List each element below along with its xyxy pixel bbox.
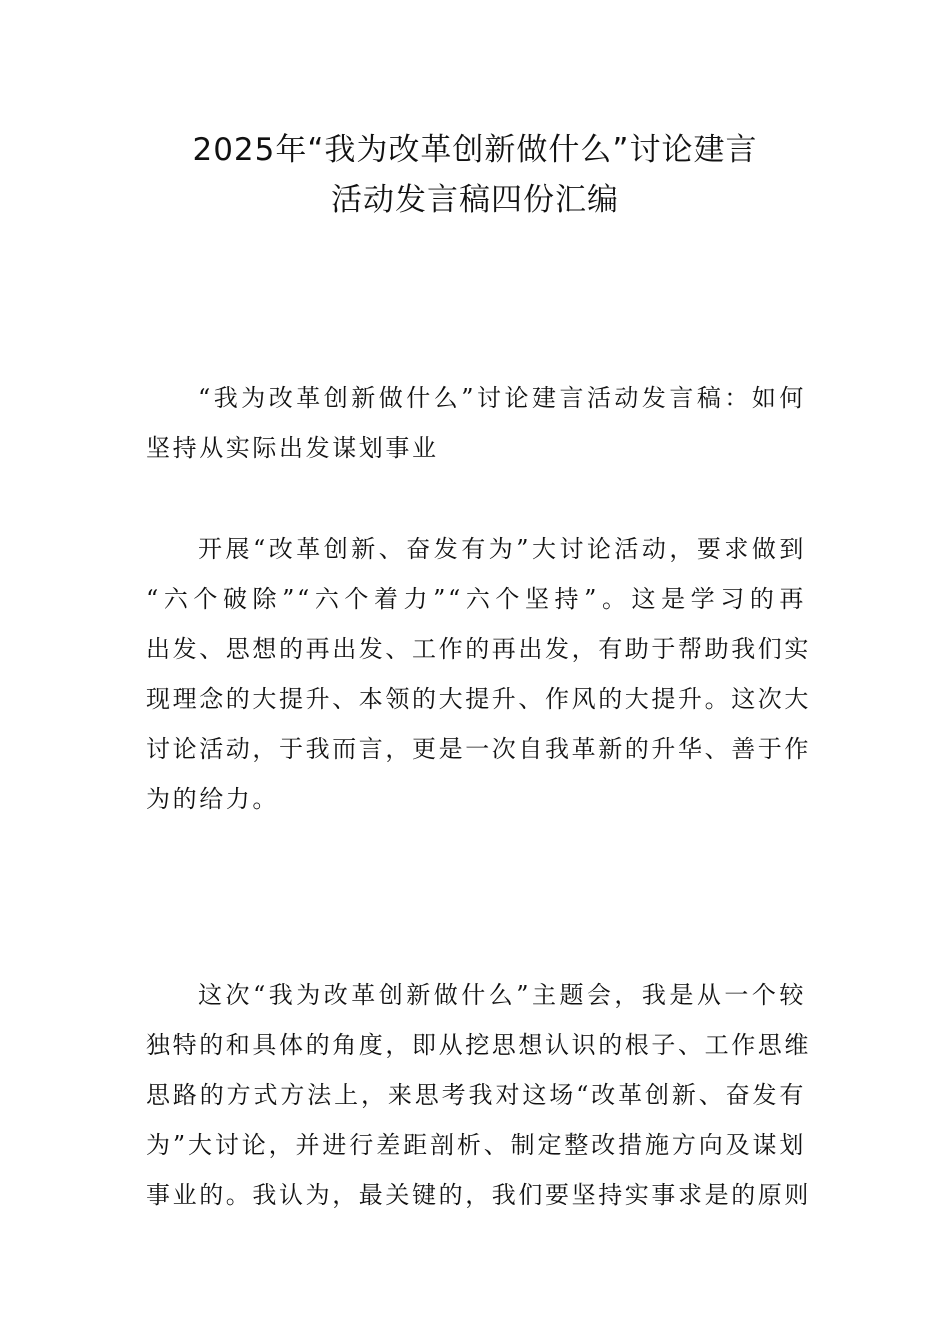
paragraph-line: 现理念的大提升、本领的大提升、作风的大提升。这次大 — [146, 685, 811, 713]
paragraph-line: 讨论活动，于我而言，更是一次自我革新的升华、善于作 — [146, 735, 811, 763]
paragraph-line: 开展“改革创新、奋发有为”大讨论活动，要求做到 — [198, 535, 806, 563]
paragraph-subtitle — [146, 373, 806, 473]
document-title-line-2: 活动发言稿四份汇编 — [331, 182, 619, 218]
document-title-line-1: 2025年“我为改革创新做什么”讨论建言 — [192, 132, 758, 168]
paragraph-body-2 — [146, 970, 811, 1220]
paragraph-line: 独特的和具体的角度，即从挖思想认识的根子、工作思维 — [146, 1031, 811, 1059]
paragraph-line: 为”大讨论，并进行差距剖析、制定整改措施方向及谋划 — [146, 1131, 806, 1159]
paragraph-line: 出发、思想的再出发、工作的再出发，有助于帮助我们实 — [146, 635, 811, 663]
paragraph-line: 思路的方式方法上，来思考我对这场“改革创新、奋发有 — [146, 1081, 806, 1109]
paragraph-line: 为的给力。 — [146, 785, 279, 813]
paragraph-line: 这次“我为改革创新做什么”主题会，我是从一个较 — [198, 981, 806, 1009]
paragraph-body-1 — [146, 524, 811, 824]
paragraph-line: “六个破除”“六个着力”“六个坚持”。这是学习的再 — [146, 585, 806, 613]
paragraph-line: “我为改革创新做什么”讨论建言活动发言稿：如何 — [198, 384, 806, 412]
paragraph-line: 坚持从实际出发谋划事业 — [146, 434, 439, 462]
paragraph-line: 事业的。我认为，最关键的，我们要坚持实事求是的原则 — [146, 1181, 811, 1209]
